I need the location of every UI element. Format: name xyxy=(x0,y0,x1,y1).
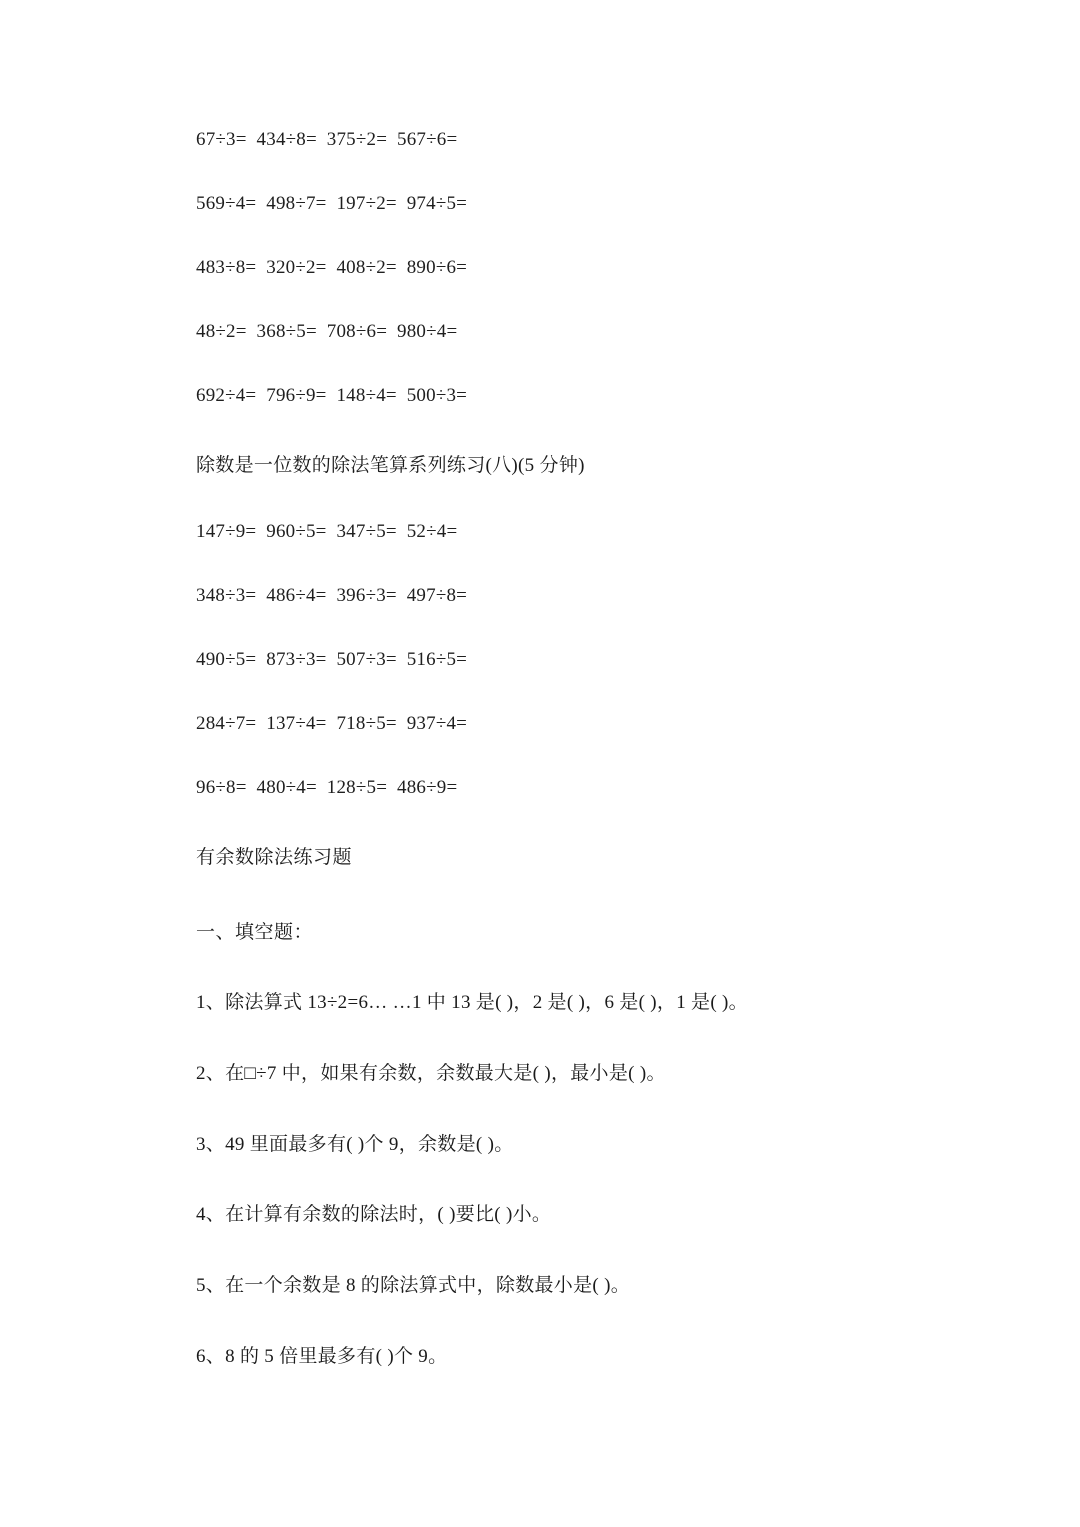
exercise-row: 348÷3= 486÷4= 396÷3= 497÷8= xyxy=(196,585,468,606)
question-item: 3、49 里面最多有( )个 9，余数是( )。 xyxy=(196,1133,514,1155)
exercise-row: 692÷4= 796÷9= 148÷4= 500÷3= xyxy=(196,385,468,406)
question-item: 2、在□÷7 中，如果有余数，余数最大是( )，最小是( )。 xyxy=(196,1062,666,1084)
page-title: 有余数除法练习题 xyxy=(196,847,353,868)
exercise-row: 67÷3= 434÷8= 375÷2= 567÷6= xyxy=(196,129,458,150)
question-item: 1、除法算式 13÷2=6… …1 中 13 是( )，2 是( )，6 是( )，1 是( )。 xyxy=(196,992,748,1013)
exercise-row: 147÷9= 960÷5= 347÷5= 52÷4= xyxy=(196,521,458,542)
exercise-row: 490÷5= 873÷3= 507÷3= 516÷5= xyxy=(196,649,468,670)
question-item: 5、在一个余数是 8 的除法算式中，除数最小是( )。 xyxy=(196,1275,631,1297)
part-heading-fill-in-blank: 一、填空题： xyxy=(196,922,314,943)
exercise-row: 483÷8= 320÷2= 408÷2= 890÷6= xyxy=(196,257,468,278)
exercise-row: 96÷8= 480÷4= 128÷5= 486÷9= xyxy=(196,777,458,798)
exercise-row: 48÷2= 368÷5= 708÷6= 980÷4= xyxy=(196,321,458,342)
exercise-row: 284÷7= 137÷4= 718÷5= 937÷4= xyxy=(196,713,468,734)
document-body xyxy=(196,130,896,1417)
question-item: 4、在计算有余数的除法时，( )要比( )小。 xyxy=(196,1204,552,1226)
question-item: 6、8 的 5 倍里最多有( )个 9。 xyxy=(196,1345,448,1367)
exercise-row: 569÷4= 498÷7= 197÷2= 974÷5= xyxy=(196,193,468,214)
section-heading: 除数是一位数的除法笔算系列练习(八)(5 分钟) xyxy=(196,455,585,476)
